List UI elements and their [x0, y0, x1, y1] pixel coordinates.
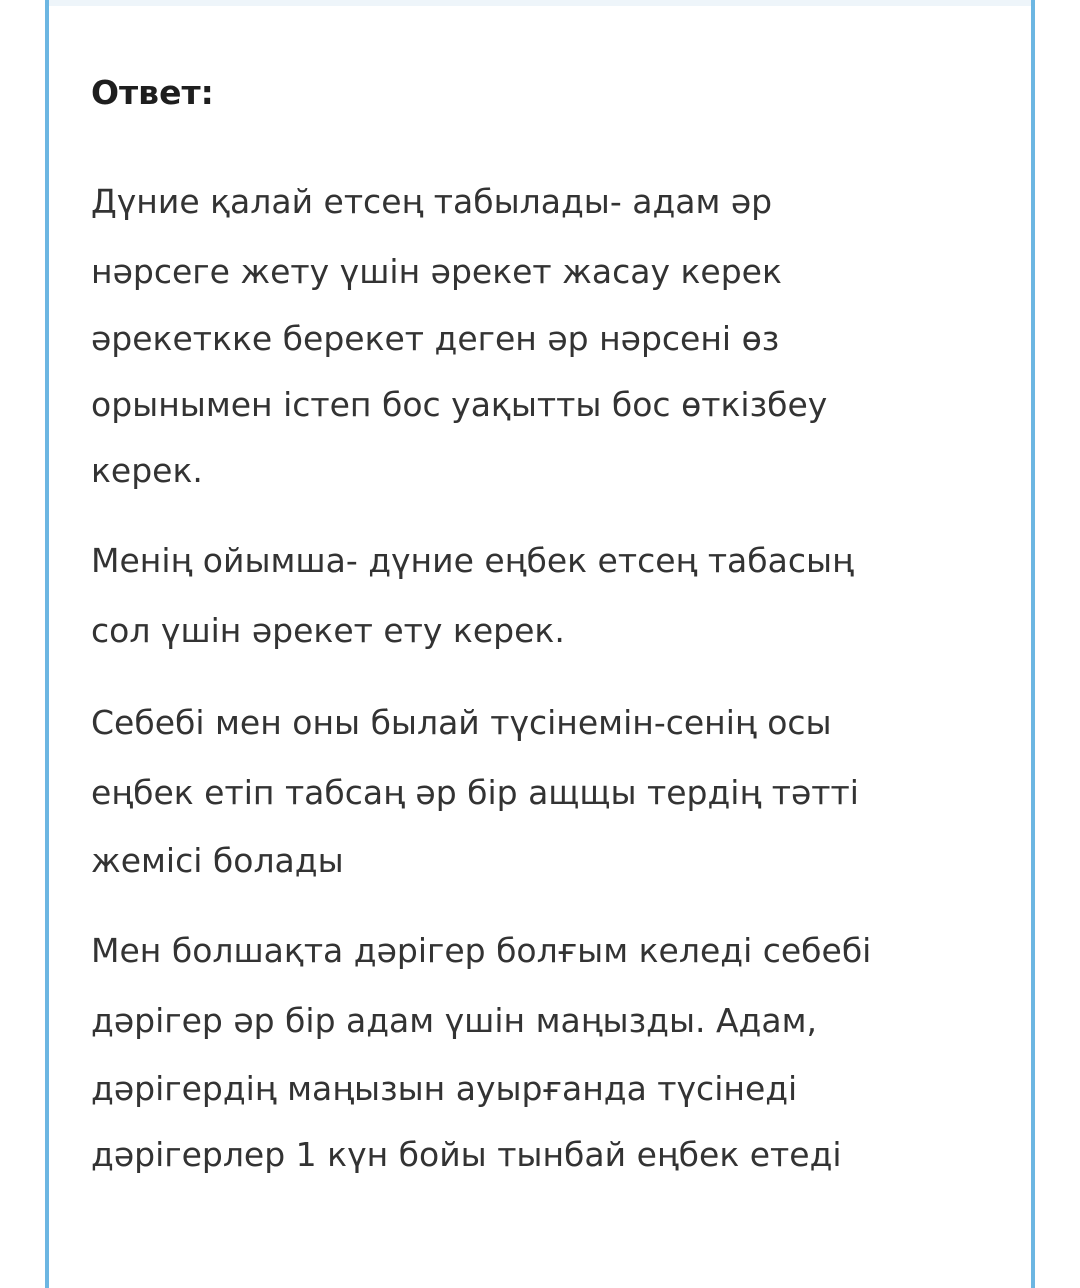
paragraph-line: сол үшін әрекет ету керек.: [91, 611, 565, 650]
paragraph-line: Дүние қалай етсең табылады- адам әр: [91, 182, 773, 221]
paragraph-line: Себебі мен оны былай түсінемін-сенің осы: [91, 703, 832, 742]
answer-paragraph-1: [91, 166, 991, 504]
answer-label: Ответ:: [91, 73, 214, 112]
answer-content: [91, 66, 991, 1188]
answer-paragraph-2: [91, 526, 991, 666]
paragraph-line: керек.: [91, 451, 203, 490]
paragraph-line: еңбек етіп табсаң әр бір ащщы тердің тәтті: [91, 773, 859, 812]
paragraph-line: дәрігерлер 1 күн бойы тынбай еңбек етеді: [91, 1135, 842, 1174]
paragraph-line: Мен болшақта дәрігер болғым келеді себебі: [91, 931, 872, 970]
paragraph-line: нәрсеге жету үшін әрекет жасау керек: [91, 252, 782, 291]
paragraph-line: дәрігердің маңызын ауырғанда түсінеді: [91, 1069, 798, 1108]
paragraph-line: дәрігер әр бір адам үшін маңызды. Адам,: [91, 1001, 817, 1040]
paragraph-line: жемісі болады: [91, 841, 344, 880]
answer-paragraph-4: [91, 916, 991, 1188]
card-top-shade: [49, 0, 1031, 6]
paragraph-line: Менің ойымша- дүние еңбек етсең табасың: [91, 541, 854, 580]
paragraph-line: орынымен істеп бос уақытты бос өткізбеу: [91, 385, 828, 424]
answer-paragraph-3: [91, 688, 991, 894]
paragraph-line: әрекеткке берекет деген әр нәрсені өз: [91, 319, 780, 358]
